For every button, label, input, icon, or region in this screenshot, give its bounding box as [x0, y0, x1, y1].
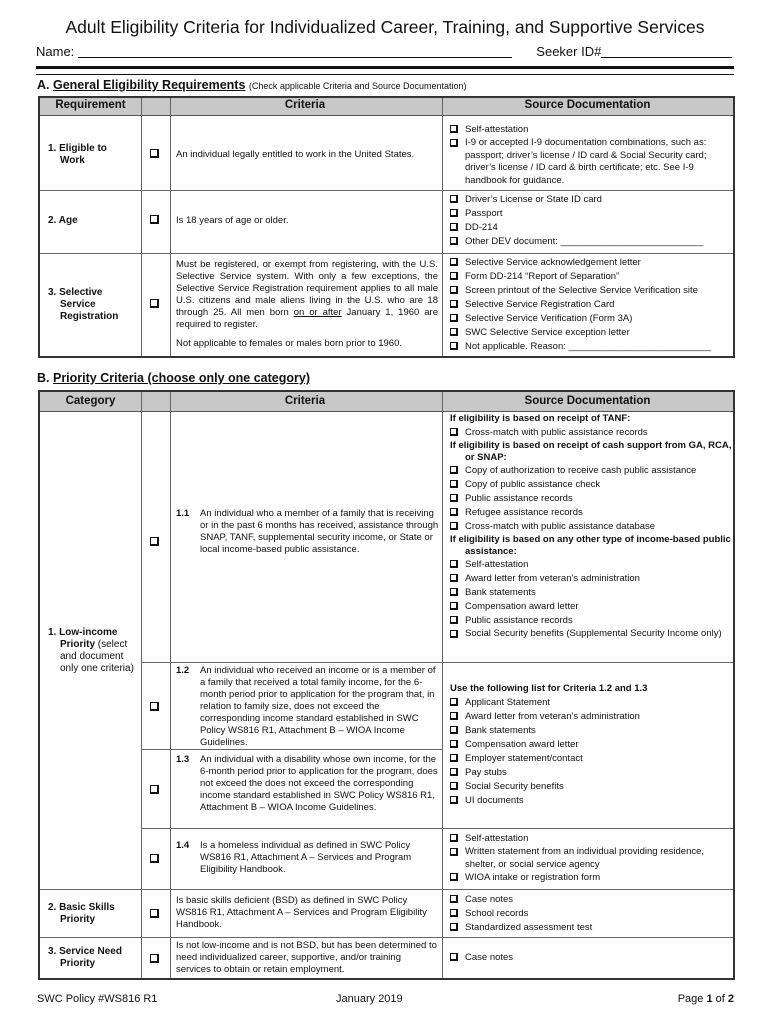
- col-criteria: Criteria: [284, 99, 326, 111]
- req-eligible-to-work: 1. Eligible to Work: [48, 143, 107, 166]
- checkbox[interactable]: [450, 508, 458, 516]
- checkbox[interactable]: [450, 139, 458, 147]
- section-b-heading: B. Priority Criteria (choose only one category): [37, 371, 310, 385]
- checkbox[interactable]: [450, 195, 458, 203]
- source-service-need: Case notes: [450, 951, 732, 965]
- seeker-id-label: Seeker ID#: [536, 44, 602, 59]
- checkbox[interactable]: [450, 726, 458, 734]
- criteria-eligible-to-work: An individual legally entitled to work in the United States.: [176, 149, 415, 160]
- source-eligible-to-work: [450, 123, 730, 187]
- table-header: [40, 392, 733, 412]
- source-selective-service: Selective Service acknowledgement letter Form DD-214 “Report of Separation” Screen printout of the Selective Service Verification site Selective Service Registration Card Selective Service Verification (Form 3A) SWC Selective Service exception letter Not applicable. Reason: ___________________________: [450, 256, 730, 354]
- checkbox[interactable]: [450, 740, 458, 748]
- checkbox[interactable]: [450, 712, 458, 720]
- checkbox[interactable]: [450, 560, 458, 568]
- checkbox[interactable]: [450, 300, 458, 308]
- category-service-need: 3. Service Need Priority: [48, 946, 122, 969]
- checkbox[interactable]: [450, 909, 458, 917]
- checkbox-age[interactable]: [150, 215, 159, 224]
- source-item: I-9 or accepted I-9 documentation combinations, such as: passport; driver’s license / ID card & Social Security card; driver’s license / ID card & birth certificate; etc. See I-9 handbook for guidance.: [450, 137, 730, 187]
- checkbox-criteria-1-2[interactable]: [150, 702, 159, 711]
- checkbox[interactable]: [450, 272, 458, 280]
- footer-page-number: Page 1 of 2: [677, 993, 734, 1005]
- section-a-heading: A. General Eligibility Requirements (Check applicable Criteria and Source Documentation): [37, 78, 467, 92]
- checkbox[interactable]: [450, 314, 458, 322]
- checkbox[interactable]: [450, 328, 458, 336]
- req-age: 2. Age: [48, 215, 78, 226]
- checkbox-criteria-1-3[interactable]: [150, 785, 159, 794]
- criteria-service-need: Is not low-income and is not BSD, but has been determined to need individualized career, supportive, and/or training services to obtain or retain employment.: [176, 940, 437, 975]
- source-criteria-1-1: If eligibility is based on receipt of TANF: Cross-match with public assistance records If eligibility is based on receipt of cash support from GA, RCA, or SNAP: Copy of authorization to receive cash public assistance Copy of public assistance check Public assistance records Refugee assistance records Cross-match with public assistance database If eligibility is based on any other type of income-based public assistance: Self-attestation Award letter from veteran’s administration Bank statements Compensation award letter Public assistance records Social Security benefits (Supplemental Security Income only): [450, 413, 732, 639]
- checkbox[interactable]: [450, 286, 458, 294]
- checkbox[interactable]: [450, 953, 458, 961]
- header-rule: [36, 66, 734, 75]
- checkbox[interactable]: [450, 754, 458, 762]
- checkbox[interactable]: [450, 494, 458, 502]
- req-selective-service: 3. Selective Service Registration: [48, 287, 119, 322]
- checkbox-criteria-1-4[interactable]: [150, 854, 159, 863]
- criteria-basic-skills: Is basic skills deficient (BSD) as defined in SWC Policy WS816 R1, Attachment A – Services and Program Eligibility Handbook.: [176, 895, 427, 930]
- col-category: Category: [65, 395, 116, 407]
- checkbox[interactable]: [450, 782, 458, 790]
- name-field[interactable]: [78, 44, 512, 58]
- checkbox[interactable]: [450, 698, 458, 706]
- checkbox[interactable]: [450, 428, 458, 436]
- footer-date: January 2019: [336, 993, 403, 1005]
- criteria-1-4: 1.4 Is a homeless individual as defined in SWC Policy WS816 R1, Attachment A – Services and Program Eligibility Handbook.: [176, 840, 412, 875]
- source-criteria-1-4: Self-attestation Written statement from an individual providing residence, shelter, or social service agency WIOA intake or registration form: [450, 832, 732, 885]
- checkbox[interactable]: [450, 602, 458, 610]
- category-low-income: 1. Low-income Priority (select and document only one criteria): [48, 627, 134, 674]
- checkbox[interactable]: [450, 616, 458, 624]
- checkbox-criteria-1-1[interactable]: [150, 537, 159, 546]
- checkbox[interactable]: [450, 480, 458, 488]
- criteria-1-1: 1.1 An individual who a member of a family that is receiving or in the past 6 months has received, assistance through SNAP, TANF, supplemental security income, or State or local income-based public assistance.: [176, 508, 439, 555]
- source-item: Self-attestation: [450, 123, 730, 137]
- checkbox[interactable]: [450, 923, 458, 931]
- criteria-1-2: 1.2 An individual who received an income or is a member of a family that received a total family income, for the 6-month period prior to application for the program that, in relation to family size, does not exceed the corresponding income standard established in SWC Policy WS816 R1, Attachment B – WIOA Income Guidelines.: [176, 665, 436, 748]
- checkbox[interactable]: [450, 574, 458, 582]
- name-label: Name:: [36, 44, 75, 59]
- criteria-1-3: 1.3 An individual with a disability whose own income, for the 6-month period prior to application for the program, does not exceed the does not exceed the corresponding income standard established in SWC Policy WS816 R1, Attachment B – WIOA Income Guidelines.: [176, 754, 438, 813]
- col-requirement: Requirement: [55, 99, 126, 111]
- checkbox[interactable]: [450, 834, 458, 842]
- checkbox[interactable]: [450, 342, 458, 350]
- priority-criteria-table: [38, 390, 735, 980]
- checkbox-basic-skills[interactable]: [150, 909, 159, 918]
- col-source: Source Documentation: [524, 395, 651, 407]
- source-basic-skills: Case notes School records Standardized assessment test: [450, 893, 732, 935]
- criteria-age: Is 18 years of age or older.: [176, 215, 289, 226]
- checkbox-eligible-to-work[interactable]: [150, 149, 159, 158]
- checkbox[interactable]: [450, 588, 458, 596]
- checkbox[interactable]: [450, 237, 458, 245]
- checkbox[interactable]: [450, 630, 458, 638]
- checkbox[interactable]: [450, 209, 458, 217]
- checkbox-service-need[interactable]: [150, 954, 159, 963]
- checkbox[interactable]: [450, 895, 458, 903]
- checkbox[interactable]: [450, 768, 458, 776]
- name-row: [36, 44, 732, 59]
- table-header: [40, 98, 733, 116]
- source-criteria-1-2-1-3: Use the following list for Criteria 1.2 and 1.3 Applicant Statement Award letter from veteran’s administration Bank statements Compensation award letter Employer statement/contact Pay stubs Social Security benefits UI documents: [450, 683, 648, 806]
- checkbox[interactable]: [450, 522, 458, 530]
- source-age: Driver’s License or State ID card Passport DD-214 Other DEV document: ___________________________: [450, 193, 730, 249]
- checkbox[interactable]: [450, 848, 458, 856]
- checkbox[interactable]: [450, 466, 458, 474]
- general-eligibility-table: [38, 96, 735, 358]
- checkbox[interactable]: [450, 223, 458, 231]
- checkbox[interactable]: [450, 796, 458, 804]
- seeker-id-field[interactable]: [601, 44, 732, 58]
- checkbox[interactable]: [450, 873, 458, 881]
- criteria-selective-service: Must be registered, or exempt from registering, with the U.S. Selective Service system. With only a few exceptions, the Selective Service Registration requirement applies to all male U.S. citizens and male aliens living in the U.S. who are 18 through 25. All men born on or after January 1, 1960 are required to register. Not applicable to females or males born prior to 1960.: [176, 259, 438, 349]
- checkbox[interactable]: [450, 125, 458, 133]
- checkbox[interactable]: [450, 258, 458, 266]
- checkbox-selective-service[interactable]: [150, 299, 159, 308]
- category-basic-skills: 2. Basic Skills Priority: [48, 902, 115, 925]
- document-title: Adult Eligibility Criteria for Individualized Career, Training, and Supportive Services: [65, 17, 705, 37]
- footer-policy: SWC Policy #WS816 R1: [37, 993, 158, 1005]
- col-source: Source Documentation: [524, 99, 651, 111]
- col-criteria: Criteria: [284, 395, 326, 407]
